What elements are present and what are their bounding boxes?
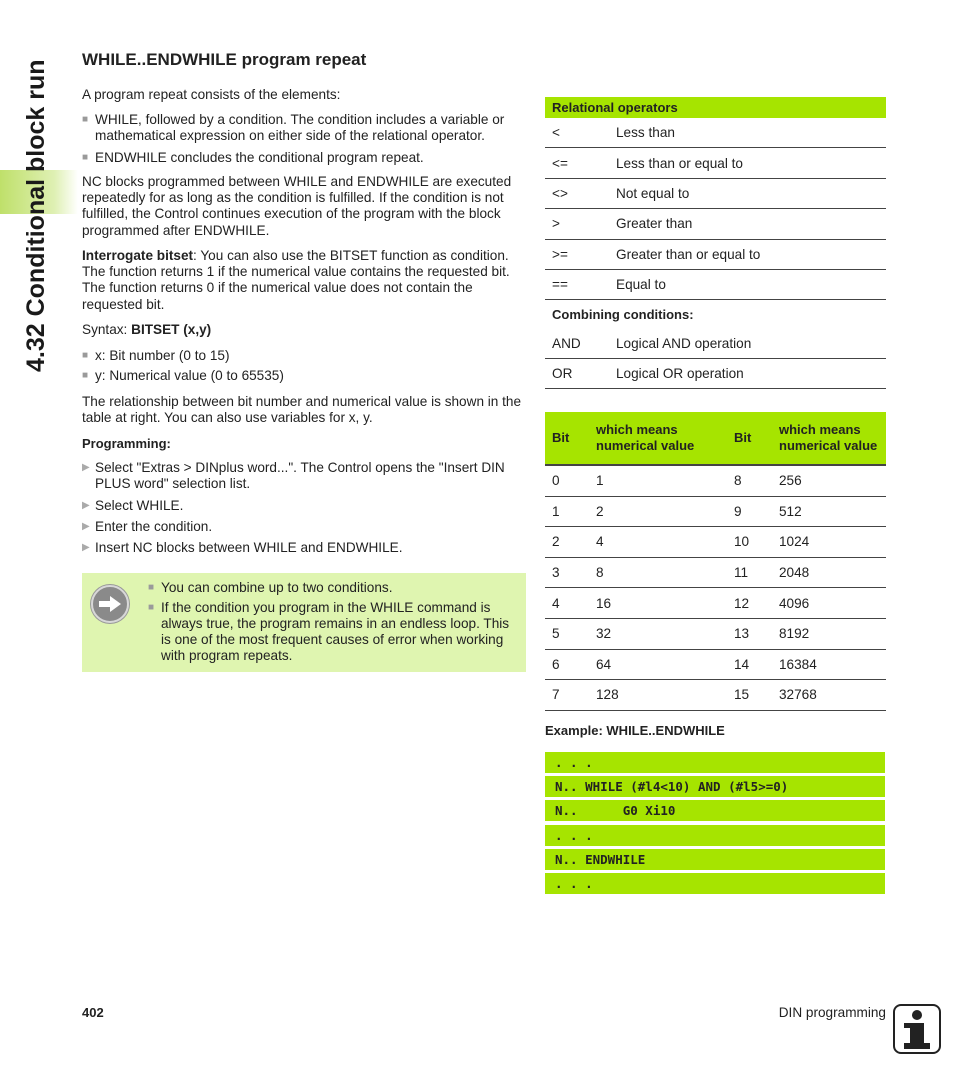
code-line: N.. G0 Xi10	[545, 800, 885, 821]
programming-section	[82, 436, 524, 556]
table-header-row	[545, 412, 886, 465]
combining-label: Combining conditions:	[552, 306, 694, 322]
code-line: N.. WHILE (#l4<10) AND (#l5>=0)	[545, 776, 885, 797]
note-box	[82, 573, 526, 672]
section-title: WHILE..ENDWHILE program repeat	[82, 50, 367, 69]
info-icon	[893, 1004, 941, 1054]
column-header: which means numerical value	[772, 412, 886, 465]
table-header: Relational operators	[545, 97, 886, 118]
table-subheader-row	[545, 300, 886, 329]
arrow-right-icon	[91, 585, 129, 623]
table-row: 3 8 11 2048	[545, 557, 886, 588]
table-row: OR Logical OR operation	[545, 358, 886, 388]
intro-block	[82, 87, 524, 166]
column-header: Bit	[545, 412, 589, 465]
step-item: ▶ Insert NC blocks between WHILE and ENDWHILE.	[82, 540, 403, 556]
list-item: ■ WHILE, followed by a condition. The condition includes a variable or mathematical expression on either side of the relational operator.	[82, 112, 505, 144]
table-row: 6 64 14 16384	[545, 649, 886, 680]
footer-chapter: DIN programming	[778, 1005, 886, 1020]
bullet-square-icon: ■	[82, 370, 89, 382]
step-item: ▶ Select "Extras > DINplus word...". The Control opens the "Insert DIN PLUS word" selection list.	[82, 460, 505, 492]
intro-text: A program repeat consists of the elements:	[82, 87, 341, 102]
table-row: 7 128 15 32768	[545, 680, 886, 711]
bullet-square-icon: ■	[148, 582, 155, 593]
step-item: ▶ Enter the condition.	[82, 518, 213, 534]
bullet-square-icon: ■	[82, 151, 89, 163]
table-row: == Equal to	[545, 269, 886, 299]
triangle-right-icon: ▶	[82, 499, 90, 511]
page-number: 402	[82, 1005, 104, 1020]
bit-value-table	[545, 412, 886, 711]
bullet-square-icon: ■	[82, 114, 89, 126]
note-item: ■ If the condition you program in the WHILE command is always true, the program remains in an endless loop. This is one of the most frequent causes of error when working with program repeats.	[148, 600, 510, 663]
code-line: . . .	[545, 825, 885, 846]
table-row: 4 16 12 4096	[545, 588, 886, 619]
list-item: ■ x: Bit number (0 to 15)	[82, 348, 230, 363]
syntax-line: Syntax: BITSET (x,y)	[82, 322, 212, 337]
table-row: >= Greater than or equal to	[545, 239, 886, 269]
step-item: ▶ Select WHILE.	[82, 497, 184, 513]
nc-blocks-paragraph: NC blocks programmed between WHILE and ENDWHILE are executed repeatedly for as long as the condition is fulfilled. If the condition is not fulfilled, the Control continues execution of the program with the block programmed after ENDWHILE.	[82, 174, 512, 238]
bullet-square-icon: ■	[148, 602, 155, 613]
relationship-paragraph: The relationship between bit number and numerical value is shown in the table at right. You can also use variables for x, y.	[82, 394, 522, 426]
column-header: Bit	[727, 412, 772, 465]
triangle-right-icon: ▶	[82, 520, 90, 532]
table-row: <= Less than or equal to	[545, 148, 886, 178]
code-line: N.. ENDWHILE	[545, 849, 885, 870]
bullet-square-icon: ■	[82, 350, 89, 361]
triangle-right-icon: ▶	[82, 462, 90, 474]
example-title: Example: WHILE..ENDWHILE	[545, 723, 725, 738]
syntax-value: BITSET (x,y)	[131, 322, 212, 337]
relational-operators-table	[545, 97, 886, 389]
table-row: < Less than	[545, 118, 886, 148]
table-row: > Greater than	[545, 209, 886, 239]
column-header: which means numerical value	[589, 412, 727, 465]
table-row: <> Not equal to	[545, 178, 886, 208]
interrogate-paragraph: Interrogate bitset: You can also use the BITSET function as condition. The function returns 1 if the numerical value contains the requested bit. The function returns 0 if the numerical value does not contain the requested bit.	[82, 248, 510, 312]
note-list	[148, 580, 518, 668]
triangle-right-icon: ▶	[82, 542, 90, 554]
table-row: 1 2 9 512	[545, 496, 886, 527]
list-item: ■ ENDWHILE concludes the conditional program repeat.	[82, 149, 424, 165]
table-row: AND Logical AND operation	[545, 328, 886, 358]
code-line: . . .	[545, 752, 885, 773]
table-row: 0 1 8 256	[545, 465, 886, 496]
table-row: 5 32 13 8192	[545, 618, 886, 649]
table-row: 2 4 10 1024	[545, 527, 886, 558]
list-item: ■ y: Numerical value (0 to 65535)	[82, 368, 284, 384]
code-line: . . .	[545, 873, 885, 894]
table-header-row	[545, 97, 886, 118]
programming-label: Programming:	[82, 436, 171, 451]
params-list	[82, 348, 524, 384]
note-item: ■ You can combine up to two conditions.	[148, 580, 393, 595]
interrogate-label: Interrogate bitset	[82, 248, 194, 263]
